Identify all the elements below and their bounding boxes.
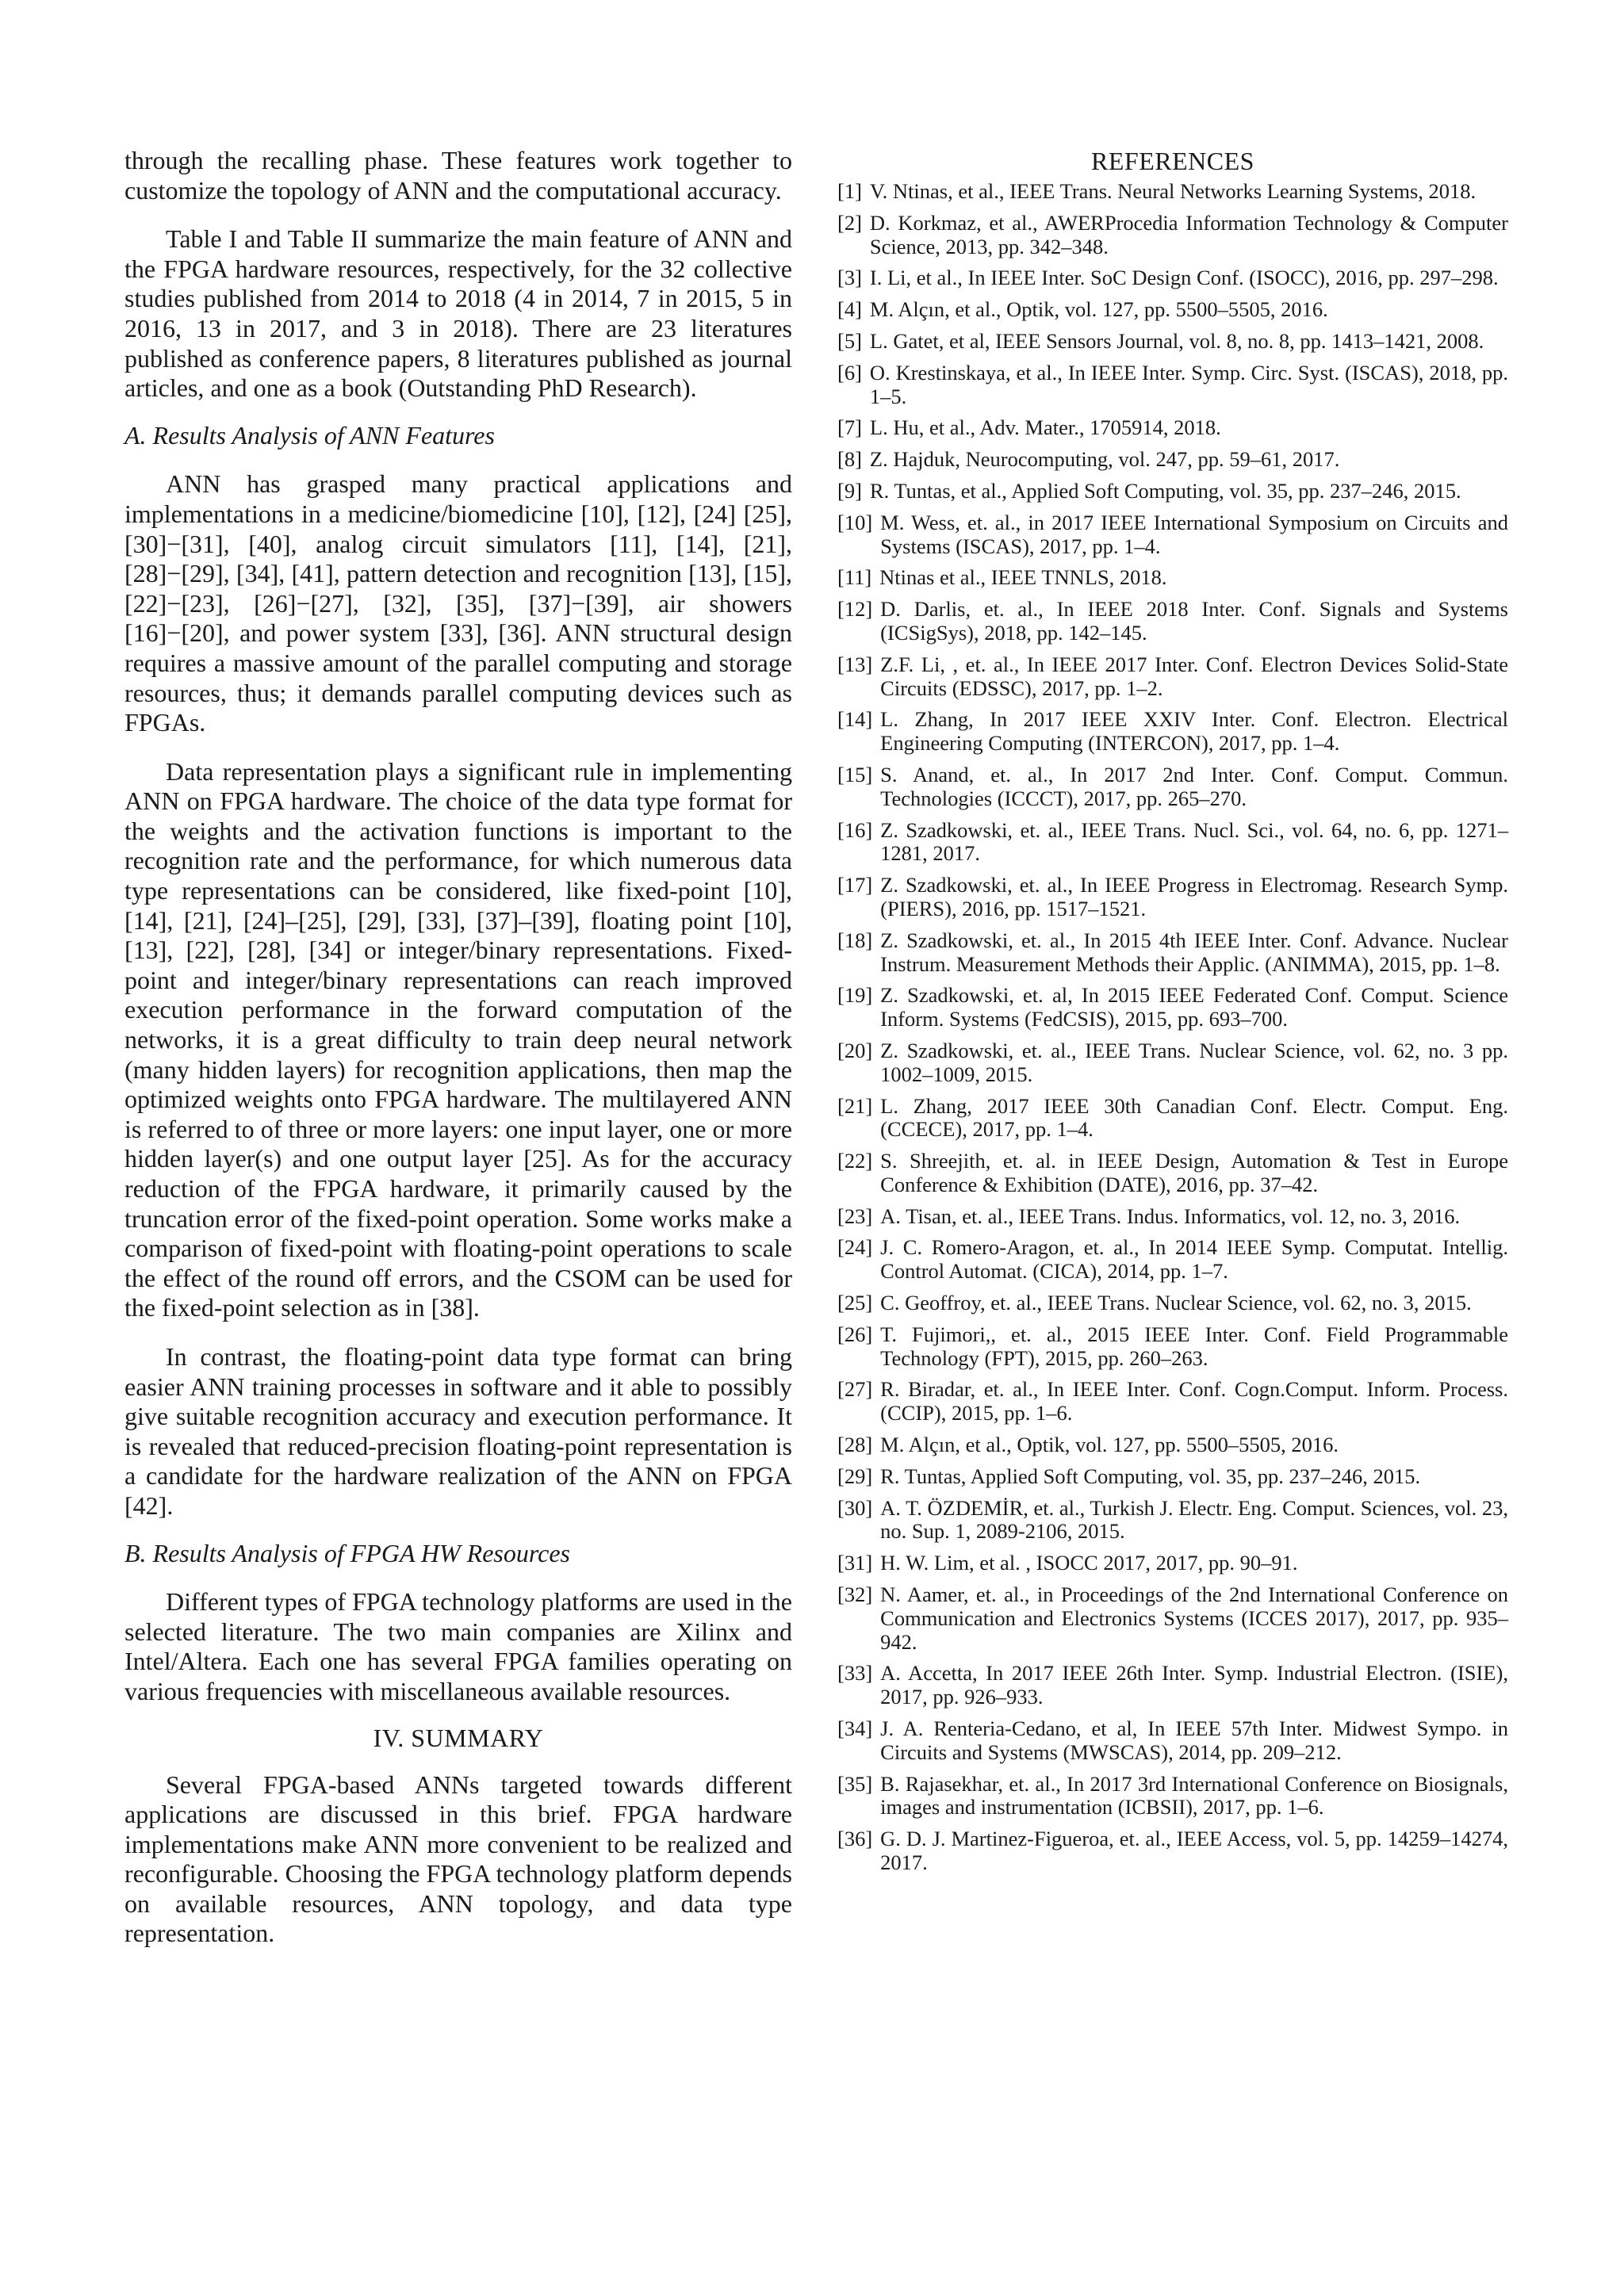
reference-item <box>837 480 1508 503</box>
subsection-heading-fpga-resources: B. Results Analysis of FPGA HW Resources <box>124 1538 570 1567</box>
reference-text: M. Alçın, et al., Optik, vol. 127, pp. 5500–5505, 2016. <box>869 297 1328 322</box>
reference-item <box>837 874 1508 921</box>
reference-text: N. Aamer, et. al., in Proceedings of the 2nd International Conference on Communication and Electronics Systems (ICCES 2017), 2017, pp. 935–942. <box>880 1582 1508 1654</box>
reference-number: [2] <box>837 210 862 235</box>
paragraph-continuation: through the recalling phase. These features work together to customize the topology of ANN and the computational accuracy. <box>124 146 792 205</box>
reference-number: [27] <box>837 1377 873 1402</box>
reference-text: Z. Szadkowski, et. al., In 2015 4th IEEE Inter. Conf. Advance. Nuclear Instrum. Measurement Methods their Applic. (ANIMMA), 2015, pp. 1–8. <box>880 928 1508 976</box>
reference-item <box>837 1378 1508 1425</box>
reference-item <box>837 416 1508 440</box>
paragraph-fpga-platforms: Different types of FPGA technology platforms are used in the selected literature. The two main companies are Xilinx and Intel/Altera. Each one has several FPGA families operating on various frequencies with miscellaneous available resources. <box>124 1587 792 1705</box>
reference-text: H. W. Lim, et al. , ISOCC 2017, 2017, pp. 90–91. <box>880 1551 1298 1575</box>
reference-item <box>837 1465 1508 1489</box>
reference-text: A. T. ÖZDEMİR, et. al., Turkish J. Electr. Eng. Comput. Sciences, vol. 23, no. Sup. 1, 2089-2106, 2015. <box>880 1495 1508 1544</box>
reference-item <box>837 598 1508 645</box>
reference-item <box>837 362 1508 409</box>
reference-number: [16] <box>837 817 873 842</box>
reference-item <box>837 511 1508 559</box>
reference-number: [4] <box>837 297 862 322</box>
reference-text: A. Accetta, In 2017 IEEE 26th Inter. Symp. Industrial Electron. (ISIE), 2017, pp. 926–933. <box>880 1661 1508 1709</box>
reference-item <box>837 819 1508 867</box>
reference-text: B. Rajasekhar, et. al., In 2017 3rd International Conference on Biosignals, images and instrumentation (ICBSII), 2017, pp. 1–6. <box>880 1771 1508 1820</box>
reference-item <box>837 180 1508 204</box>
reference-text: Z. Hajduk, Neurocomputing, vol. 247, pp. 59–61, 2017. <box>869 447 1340 472</box>
reference-text: Z. Szadkowski, et. al, In 2015 IEEE Federated Conf. Comput. Science Inform. Systems (FedCSIS), 2015, pp. 693–700. <box>880 983 1508 1031</box>
reference-number: [36] <box>837 1827 873 1851</box>
reference-text: Z. Szadkowski, et. al., In IEEE Progress in Electromag. Research Symp. (PIERS), 2016, pp. 1517–1521. <box>880 873 1508 920</box>
paragraph-ann-applications: ANN has grasped many practical applications and implementations in a medicine/biomedicine [10], [12], [24] [25], [30]−[31], [40], analog circuit simulators [11], [14], [21], [28]−[29], [34], [41], pattern detection and recognition [13], [15], [22]−[23], [26]−[27], [32], [35], [37]−[39], air showers [16]−[20], and power system [33], [36]. ANN structural design requires a massive amount of the parallel computing and storage resources, thus; it demands parallel computing devices such as FPGAs. <box>124 469 792 737</box>
reference-item <box>837 1205 1508 1229</box>
reference-item <box>837 1150 1508 1197</box>
reference-item <box>837 1323 1508 1371</box>
reference-item <box>837 448 1508 472</box>
reference-number: [13] <box>837 652 873 676</box>
reference-number: [22] <box>837 1149 873 1173</box>
reference-item <box>837 1773 1508 1820</box>
reference-text: L. Zhang, 2017 IEEE 30th Canadian Conf. Electr. Comput. Eng. (CCECE), 2017, pp. 1–4. <box>880 1093 1508 1142</box>
reference-item <box>837 566 1508 590</box>
reference-number: [8] <box>837 447 862 472</box>
reference-number: [15] <box>837 762 873 786</box>
paragraph-floating-point: In contrast, the floating-point data type format can bring easier ANN training processes in software and it able to possibly give suitable recognition accuracy and execution performance. It is revealed that reduced-precision floating-point representation is a candidate for the hardware realization of the ANN on FPGA [42]. <box>124 1341 792 1520</box>
reference-item <box>837 1095 1508 1142</box>
reference-text: A. Tisan, et. al., IEEE Trans. Indus. Informatics, vol. 12, no. 3, 2016. <box>880 1203 1461 1228</box>
reference-text: Z.F. Li, , et. al., In IEEE 2017 Inter. Conf. Electron Devices Solid-State Circuits (EDSSC), 2017, pp. 1–2. <box>880 652 1508 700</box>
section-heading-summary: IV. SUMMARY <box>373 1723 544 1752</box>
reference-item <box>837 1583 1508 1654</box>
reference-item <box>837 708 1508 756</box>
reference-item <box>837 266 1508 290</box>
reference-item <box>837 984 1508 1031</box>
reference-number: [26] <box>837 1322 873 1346</box>
paragraph-table-summary: Table I and Table II summarize the main feature of ANN and the FPGA hardware resources, respectively, for the 32 collective studies published from 2014 to 2018 (4 in 2014, 7 in 2015, 5 in 2016, 13 in 2017, and 3 in 2018). There are 23 literatures published as conference papers, 8 literatures published as journal articles, and one as a book (Outstanding PhD Research). <box>124 224 792 403</box>
reference-text: M. Wess, et. al., in 2017 IEEE International Symposium on Circuits and Systems (ISCAS), 2017, pp. 1–4. <box>880 510 1508 558</box>
reference-item <box>837 1236 1508 1284</box>
reference-number: [33] <box>837 1661 873 1686</box>
reference-text: Ntinas et al., IEEE TNNLS, 2018. <box>879 565 1167 590</box>
reference-number: [21] <box>837 1093 873 1118</box>
reference-item <box>837 298 1508 322</box>
right-column <box>837 146 1508 1883</box>
reference-text: R. Biradar, et. al., In IEEE Inter. Conf. Cogn.Comput. Inform. Process. (CCIP), 2015, pp. 1–6. <box>880 1377 1508 1425</box>
left-column <box>124 146 792 1949</box>
paragraph-data-representation: Data representation plays a significant rule in implementing ANN on FPGA hardware. The choice of the data type format for the weights and the activation functions is important to the recognition rate and the performance, for which numerous data type representations can be considered, like fixed-point [10], [14], [21], [24]–[25], [29], [33], [37]–[39], floating point [10], [13], [22], [28], [34] or integer/binary representations. Fixed-point and integer/binary representations can reach improved execution performance in the forward computation of the networks, it is a great difficulty to train deep neural network (many hidden layers) for recognition applications, then map the optimized weights onto FPGA hardware. The multilayered ANN is referred to of three or more layers: one input layer, one or more hidden layer(s) and one output layer [25]. As for the accuracy reduction of the FPGA hardware, it primarily caused by the truncation error of the fixed-point operation. Some works make a comparison of fixed-point with floating-point operations to scale the effect of the round off errors, and the CSOM can be used for the fixed-point selection as in [38]. <box>124 756 792 1322</box>
reference-text: M. Alçın, et al., Optik, vol. 127, pp. 5500–5505, 2016. <box>880 1433 1339 1457</box>
reference-number: [25] <box>837 1291 873 1315</box>
reference-number: [20] <box>837 1038 873 1062</box>
reference-item <box>837 330 1508 354</box>
reference-text: L. Hu, et al., Adv. Mater., 1705914, 2018. <box>869 415 1221 440</box>
reference-text: J. A. Renteria-Cedano, et al, In IEEE 57th Inter. Midwest Sympo. in Circuits and Systems (MWSCAS), 2014, pp. 209–212. <box>880 1716 1508 1764</box>
reference-text: Z. Szadkowski, et. al., IEEE Trans. Nucl. Sci., vol. 64, no. 6, pp. 1271–1281, 2017. <box>880 817 1508 866</box>
reference-number: [11] <box>837 565 872 590</box>
reference-number: [30] <box>837 1495 873 1520</box>
reference-item <box>837 1433 1508 1457</box>
reference-number: [32] <box>837 1582 873 1607</box>
reference-number: [24] <box>837 1235 873 1260</box>
reference-item <box>837 1662 1508 1709</box>
reference-item <box>837 1292 1508 1315</box>
reference-number: [1] <box>837 179 862 203</box>
reference-item <box>837 1039 1508 1087</box>
reference-number: [12] <box>837 597 873 622</box>
reference-list <box>837 180 1508 1875</box>
reference-item <box>837 763 1508 811</box>
reference-number: [17] <box>837 873 873 897</box>
reference-number: [31] <box>837 1551 873 1575</box>
reference-number: [5] <box>837 328 862 353</box>
reference-number: [29] <box>837 1464 873 1488</box>
reference-text: D. Darlis, et. al., In IEEE 2018 Inter. Conf. Signals and Systems (ICSigSys), 2018, pp. 142–145. <box>880 597 1508 645</box>
reference-number: [10] <box>837 510 873 534</box>
reference-item <box>837 1552 1508 1575</box>
reference-text: S. Shreejith, et. al. in IEEE Design, Automation & Test in Europe Conference & Exhibition (DATE), 2016, pp. 37–42. <box>880 1149 1508 1196</box>
reference-number: [18] <box>837 928 873 952</box>
reference-text: R. Tuntas, Applied Soft Computing, vol. 35, pp. 237–246, 2015. <box>880 1464 1421 1488</box>
reference-text: L. Gatet, et al, IEEE Sensors Journal, vol. 8, no. 8, pp. 1413–1421, 2008. <box>869 328 1484 353</box>
reference-item <box>837 1717 1508 1765</box>
reference-text: L. Zhang, In 2017 IEEE XXIV Inter. Conf. Electron. Electrical Engineering Computing (INTERCON), 2017, pp. 1–4. <box>880 707 1508 756</box>
reference-number: [6] <box>837 360 862 385</box>
reference-item <box>837 1827 1508 1875</box>
reference-text: I. Li, et al., In IEEE Inter. SoC Design Conf. (ISOCC), 2016, pp. 297–298. <box>869 266 1499 290</box>
reference-number: [19] <box>837 983 873 1008</box>
reference-number: [34] <box>837 1716 873 1741</box>
reference-text: D. Korkmaz, et al., AWERProcedia Information Technology & Computer Science, 2013, pp. 342–348. <box>869 210 1508 258</box>
reference-item <box>837 653 1508 701</box>
references-heading: REFERENCES <box>1091 147 1254 175</box>
reference-item <box>837 1497 1508 1544</box>
reference-number: [28] <box>837 1433 873 1457</box>
reference-number: [7] <box>837 415 862 440</box>
reference-text: T. Fujimori,, et. al., 2015 IEEE Inter. Conf. Field Programmable Technology (FPT), 2015, pp. 260–263. <box>880 1322 1508 1370</box>
reference-text: S. Anand, et. al., In 2017 2nd Inter. Conf. Comput. Commun. Technologies (ICCCT), 2017, pp. 265–270. <box>880 762 1508 810</box>
reference-text: V. Ntinas, et al., IEEE Trans. Neural Networks Learning Systems, 2018. <box>869 179 1477 203</box>
subsection-heading-ann-features: A. Results Analysis of ANN Features <box>124 420 495 450</box>
reference-text: G. D. J. Martinez-Figueroa, et. al., IEEE Access, vol. 5, pp. 14259–14274, 2017. <box>880 1827 1508 1875</box>
reference-number: [14] <box>837 707 873 732</box>
reference-text: O. Krestinskaya, et al., In IEEE Inter. Symp. Circ. Syst. (ISCAS), 2018, pp. 1–5. <box>869 360 1508 408</box>
reference-number: [9] <box>837 478 862 503</box>
reference-item <box>837 212 1508 259</box>
reference-item <box>837 929 1508 977</box>
reference-text: Z. Szadkowski, et. al., IEEE Trans. Nuclear Science, vol. 62, no. 3 pp. 1002–1009, 2015. <box>880 1038 1508 1086</box>
reference-text: R. Tuntas, et al., Applied Soft Computing, vol. 35, pp. 237–246, 2015. <box>869 478 1461 503</box>
reference-text: C. Geoffroy, et. al., IEEE Trans. Nuclear Science, vol. 62, no. 3, 2015. <box>880 1291 1472 1315</box>
reference-number: [23] <box>837 1203 873 1228</box>
reference-text: J. C. Romero-Aragon, et. al., In 2014 IEEE Symp. Computat. Intellig. Control Automat. (CICA), 2014, pp. 1–7. <box>880 1235 1508 1284</box>
reference-number: [35] <box>837 1771 873 1796</box>
reference-number: [3] <box>837 266 862 290</box>
paragraph-summary: Several FPGA-based ANNs targeted towards different applications are discussed in this brief. FPGA hardware implementations make ANN more convenient to be realized and reconfigurable. Choosing the FPGA technology platform depends on available resources, ANN topology, and data type representation. <box>124 1770 792 1948</box>
